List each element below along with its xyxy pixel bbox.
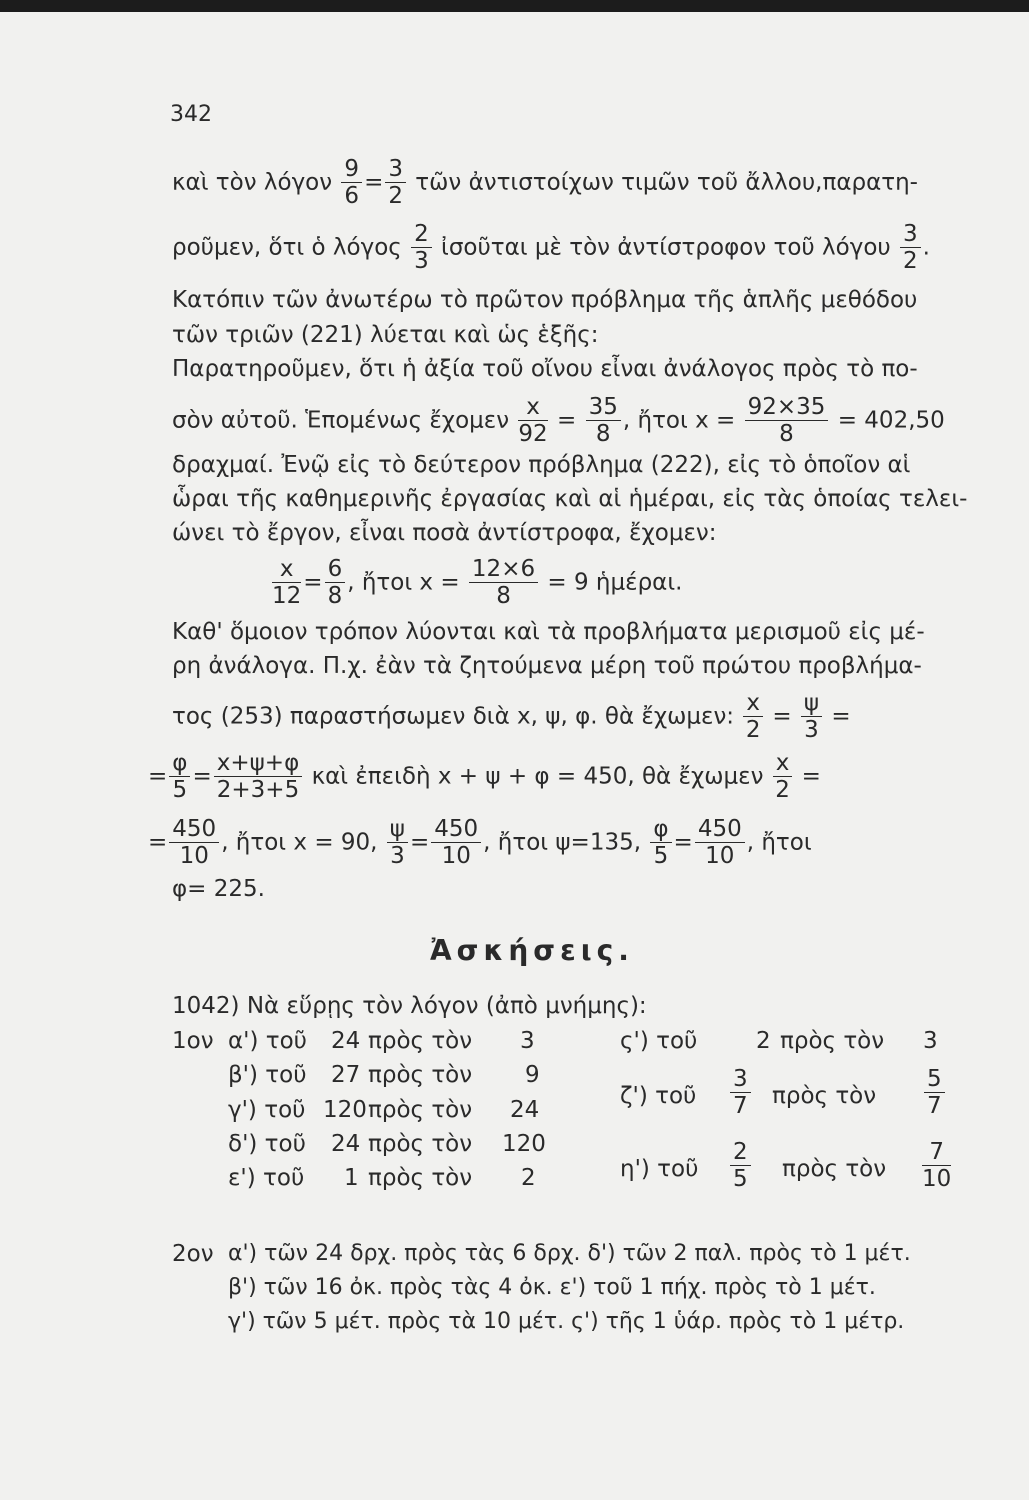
fraction xyxy=(214,752,303,802)
fraction xyxy=(387,818,408,868)
numerator: 2 xyxy=(730,1141,751,1166)
numerator: 3 xyxy=(900,223,921,248)
fraction xyxy=(325,558,346,608)
item-a: 24 xyxy=(331,1028,361,1054)
numerator: 7 xyxy=(922,1141,951,1166)
numerator: x xyxy=(272,558,301,583)
text: , ἤτοι ψ=135, xyxy=(483,829,642,856)
fraction xyxy=(411,223,432,273)
fraction xyxy=(695,818,745,868)
denominator: 10 xyxy=(705,843,735,869)
denominator: 92 xyxy=(518,421,548,447)
text: , ἤτοι x = 90, xyxy=(221,829,378,856)
denominator: 8 xyxy=(779,421,794,447)
exercise-item xyxy=(228,1130,546,1158)
text: καὶ ἐπειδὴ x + ψ + φ = 450, θὰ ἔχωμεν xyxy=(311,763,764,790)
item-mid: πρὸς τὸν xyxy=(782,1156,887,1182)
denominator: 8 xyxy=(496,583,511,609)
numerator: 3 xyxy=(385,158,406,183)
fraction xyxy=(469,558,538,608)
numerator: 6 xyxy=(325,558,346,583)
text: ἰσοῦται μὲ τὸν ἀντίστροφον τοῦ λόγου xyxy=(441,234,891,261)
exercise-item xyxy=(228,1096,540,1124)
denominator: 8 xyxy=(595,421,611,447)
denominator: 2 xyxy=(903,248,918,274)
text-line-16: φ= 225. xyxy=(172,876,265,902)
group2-line: β') τῶν 16 ὀκ. πρὸς τὰς 4 ὀκ. ε') τοῦ 1 πήχ. πρὸς τὸ 1 μέτ. xyxy=(228,1275,876,1300)
numerator: ψ xyxy=(387,818,408,843)
fraction xyxy=(745,396,829,446)
denominator: 10 xyxy=(441,843,471,869)
equals: = xyxy=(409,829,430,856)
text: = 402,50 xyxy=(837,407,945,434)
scan-top-edge xyxy=(0,0,1029,12)
item-mid: πρὸς τὸν xyxy=(368,1131,473,1157)
numerator: 450 xyxy=(169,818,219,843)
numerator: 450 xyxy=(695,818,745,843)
text-line-13 xyxy=(172,692,851,742)
text: σὸν αὐτοῦ. Ἑπομένως ἔχομεν xyxy=(172,407,510,434)
numerator: 5 xyxy=(924,1068,945,1093)
item-mid: πρὸς τὸν xyxy=(772,1083,877,1109)
text-line-7: δραχμαί. Ἐνῷ εἰς τὸ δεύτερον πρόβλημα (222), εἰς τὸ ὁποῖον αἱ xyxy=(172,452,911,478)
denominator: 2 xyxy=(775,777,790,803)
denominator: 6 xyxy=(344,183,360,209)
denominator: 10 xyxy=(922,1166,952,1192)
fraction xyxy=(900,223,921,273)
fraction xyxy=(431,818,481,868)
item-b: 9 xyxy=(525,1062,540,1088)
fraction xyxy=(730,1141,751,1191)
text: = 9 ἡμέραι. xyxy=(547,569,683,596)
item-mid: πρὸς τὸν xyxy=(368,1165,473,1191)
text: ροῦμεν, ὅτι ὁ λόγος xyxy=(172,234,402,261)
equals: = xyxy=(557,407,577,434)
text: καὶ τὸν λόγον xyxy=(172,169,333,196)
text-line-12: ρη ἀνάλογα. Π.χ. ἐὰν τὰ ζητούμενα μέρη τοῦ πρώτου προβλήμα- xyxy=(172,653,922,679)
section-heading: Ἀσκήσεις. xyxy=(430,934,634,967)
fraction xyxy=(385,158,406,208)
item-a: 2 xyxy=(756,1028,771,1054)
exercise-item xyxy=(620,1066,942,1119)
equals: = xyxy=(801,763,821,790)
numerator: 92×35 xyxy=(745,396,829,421)
equals: = xyxy=(303,569,323,596)
numerator: φ xyxy=(650,818,671,843)
item-mid: πρὸς τὸν xyxy=(368,1062,473,1088)
fraction xyxy=(743,692,763,742)
item-a: 24 xyxy=(331,1131,361,1157)
equals: = xyxy=(772,703,792,730)
numerator: x xyxy=(743,692,763,717)
item-label: ς') τοῦ xyxy=(620,1028,698,1054)
item-b: 24 xyxy=(510,1097,540,1123)
numerator: 2 xyxy=(411,223,432,248)
exercise-item xyxy=(620,1027,938,1055)
numerator: x xyxy=(773,752,793,777)
numerator: x xyxy=(518,396,547,421)
fraction xyxy=(518,396,547,446)
text-line-9: ώνει τὸ ἔργον, εἶναι ποσὰ ἀντίστροφα, ἔχομεν: xyxy=(172,520,717,546)
group2-line: α') τῶν 24 δρχ. πρὸς τὰς 6 δρχ. δ') τῶν 2 παλ. πρὸς τὸ 1 μέτ. xyxy=(228,1241,911,1266)
group2-line: γ') τῶν 5 μέτ. πρὸς τὰ 10 μέτ. ς') τῆς 1 ὑάρ. πρὸς τὸ 1 μέτρ. xyxy=(228,1309,905,1334)
denominator: 2+3+5 xyxy=(216,777,300,803)
equals: = xyxy=(148,829,168,856)
item-b: 120 xyxy=(502,1131,546,1157)
item-label: η') τοῦ xyxy=(620,1156,699,1182)
numerator: 9 xyxy=(341,158,362,183)
fraction xyxy=(341,158,362,208)
exercise-item xyxy=(228,1061,540,1089)
text-line-15 xyxy=(148,818,812,868)
item-a: 120 xyxy=(323,1097,367,1123)
equals: = xyxy=(673,829,693,856)
text-line-14 xyxy=(148,752,821,802)
denominator: 12 xyxy=(272,583,302,609)
page-number: 342 xyxy=(170,102,212,127)
item-label: α') τοῦ xyxy=(228,1028,307,1054)
text: , ἤτοι xyxy=(746,829,812,856)
exercise-item xyxy=(228,1027,535,1055)
text-line-10 xyxy=(270,558,682,608)
equals: = xyxy=(831,703,851,730)
item-b: 3 xyxy=(520,1028,535,1054)
numerator: ψ xyxy=(801,692,822,717)
fraction xyxy=(272,558,301,608)
text-line-6 xyxy=(172,396,945,446)
exercise-intro: 1042) Νὰ εὕρῃς τὸν λόγον (ἀπὸ μνήμης): xyxy=(172,993,647,1019)
fraction xyxy=(169,752,190,802)
text-line-5: Παρατηροῦμεν, ὅτι ἡ ἀξία τοῦ οἴνου εἶναι ἀνάλογος πρὸς τὸ πο- xyxy=(172,356,918,382)
fraction xyxy=(730,1068,751,1118)
text: τος (253) παραστήσωμεν διὰ x, ψ, φ. θὰ ἔχωμεν: xyxy=(172,703,735,730)
text-line-4: τῶν τριῶν (221) λύεται καὶ ὡς ἑξῆς: xyxy=(172,322,599,348)
exercise-item xyxy=(620,1139,952,1192)
text-line-11: Καθ' ὅμοιον τρόπον λύονται καὶ τὰ προβλήματα μερισμοῦ εἰς μέ- xyxy=(172,619,925,645)
denominator: 2 xyxy=(388,183,403,209)
exercise-item xyxy=(228,1164,536,1192)
item-label: γ') τοῦ xyxy=(228,1097,306,1123)
fraction xyxy=(586,396,621,446)
group2-label: 2ον xyxy=(172,1241,214,1267)
numerator: 3 xyxy=(730,1068,751,1093)
denominator: 5 xyxy=(733,1166,748,1192)
text-line-3: Κατόπιν τῶν ἀνωτέρω τὸ πρῶτον πρόβλημα τῆς ἁπλῆς μεθόδου xyxy=(172,287,918,313)
group1-label: 1ον xyxy=(172,1028,214,1054)
item-b: 2 xyxy=(521,1165,536,1191)
text: , ἤτοι x = xyxy=(622,407,736,434)
equals: = xyxy=(148,763,168,790)
fraction xyxy=(650,818,671,868)
fraction xyxy=(922,1141,951,1191)
text-line-2 xyxy=(172,223,930,273)
text-line-1 xyxy=(172,158,918,208)
item-mid: πρὸς τὸν xyxy=(368,1097,473,1123)
text: . xyxy=(922,234,930,261)
denominator: 3 xyxy=(804,717,819,743)
fraction xyxy=(773,752,793,802)
text: , ἤτοι x = xyxy=(347,569,460,596)
text-line-8: ὧραι τῆς καθημερινῆς ἐργασίας καὶ αἱ ἡμέραι, εἰς τὰς ὁποίας τελει- xyxy=(172,486,968,512)
denominator: 3 xyxy=(390,843,405,869)
fraction xyxy=(169,818,219,868)
fraction xyxy=(924,1068,945,1118)
numerator: 450 xyxy=(431,818,481,843)
denominator: 7 xyxy=(927,1093,942,1119)
denominator: 10 xyxy=(179,843,209,869)
equals: = xyxy=(192,763,212,790)
denominator: 5 xyxy=(172,777,188,803)
denominator: 5 xyxy=(653,843,669,869)
item-b: 3 xyxy=(923,1028,938,1054)
denominator: 7 xyxy=(733,1093,748,1119)
numerator: 35 xyxy=(586,396,621,421)
item-label: ζ') τοῦ xyxy=(620,1083,697,1109)
numerator: 12×6 xyxy=(469,558,538,583)
denominator: 2 xyxy=(745,717,761,743)
item-mid: πρὸς τὸν xyxy=(368,1028,473,1054)
item-label: β') τοῦ xyxy=(228,1062,307,1088)
item-label: δ') τοῦ xyxy=(228,1131,306,1157)
item-a: 27 xyxy=(331,1062,361,1088)
item-a: 1 xyxy=(344,1165,359,1191)
numerator: φ xyxy=(169,752,190,777)
item-mid: πρὸς τὸν xyxy=(780,1028,885,1054)
item-label: ε') τοῦ xyxy=(228,1165,305,1191)
numerator: x+ψ+φ xyxy=(214,752,303,777)
text: τῶν ἀντιστοίχων τιμῶν τοῦ ἄλλου,παρατη- xyxy=(415,169,918,196)
denominator: 8 xyxy=(327,583,343,609)
equals: = xyxy=(364,169,384,196)
fraction xyxy=(801,692,822,742)
denominator: 3 xyxy=(414,248,429,274)
